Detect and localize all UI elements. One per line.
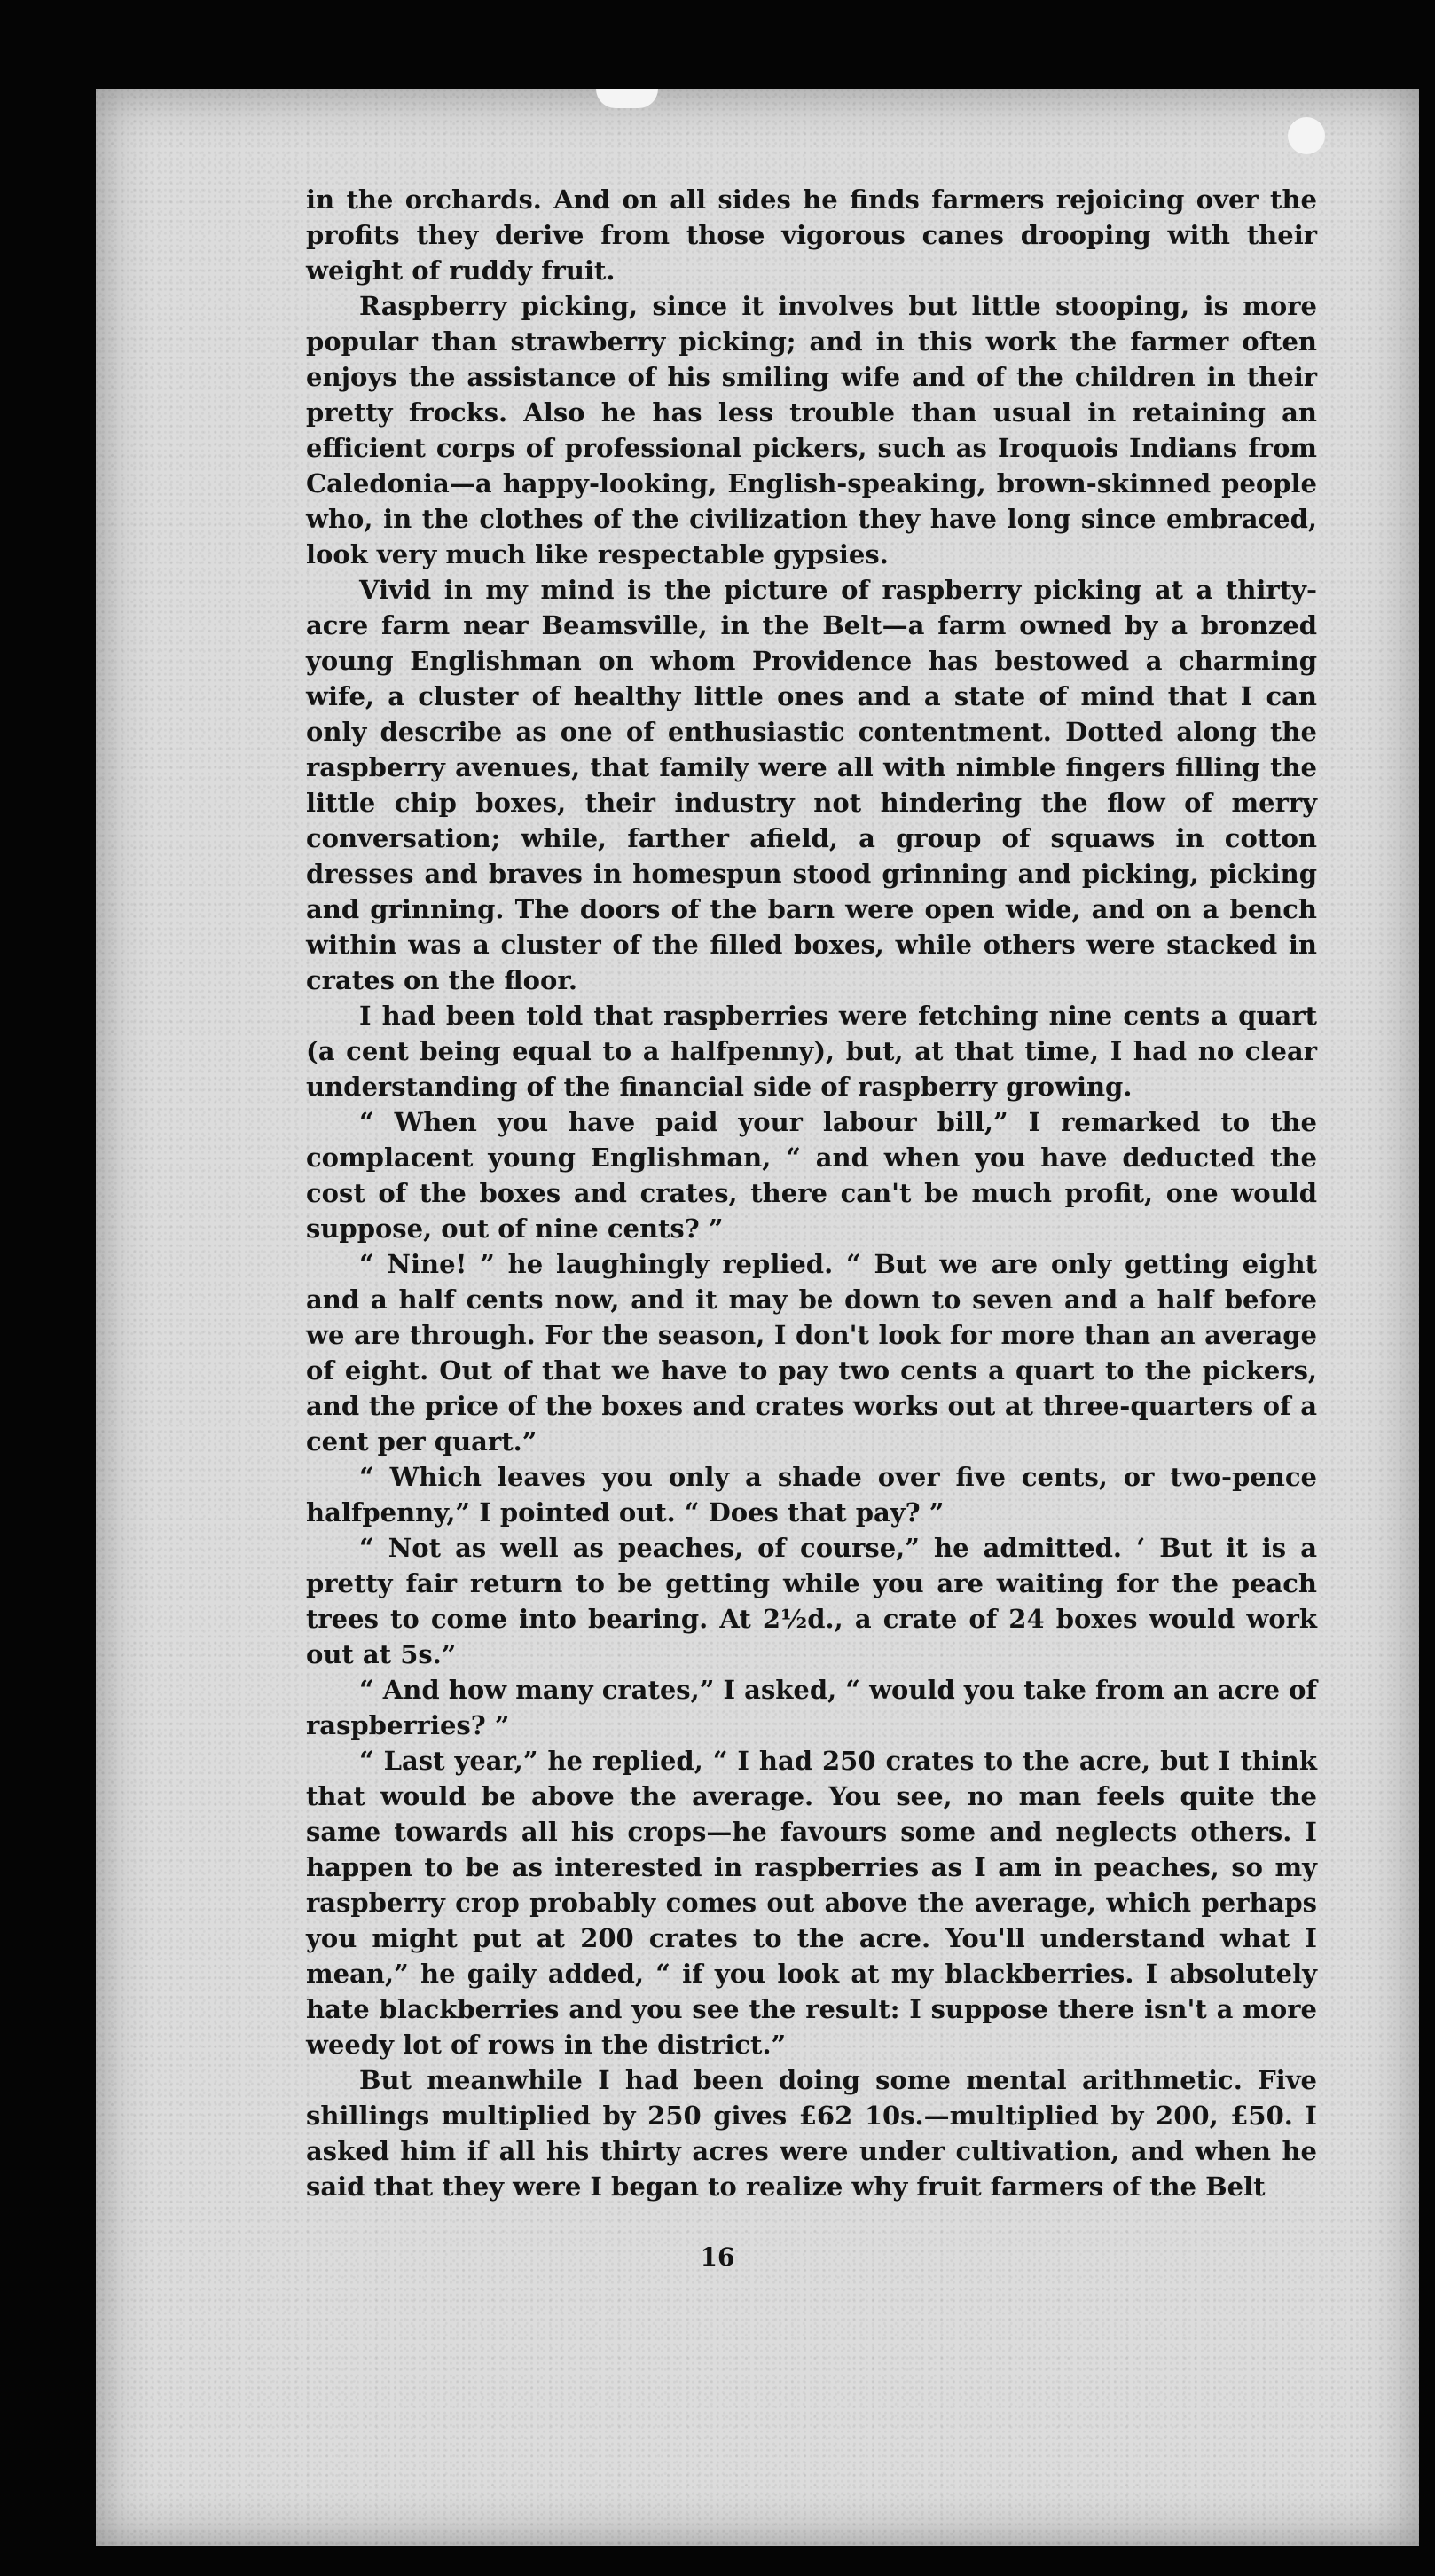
paragraph: in the orchards. And on all sides he finds farmers rejoicing over the profits they derive from those vigorous canes drooping with their weight of ruddy fruit. [306, 185, 1317, 286]
paper-notch [596, 89, 658, 108]
paragraph: “ Which leaves you only a shade over five cents, or two-pence halfpenny,” I pointed out. “ Does that pay? ” [306, 1462, 1317, 1528]
page-number: 16 [700, 2242, 735, 2272]
paragraph: “ And how many crates,” I asked, “ would you take from an acre of raspberries? ” [306, 1675, 1317, 1740]
paper-hole [1288, 117, 1325, 154]
paragraph: I had been told that raspberries were fetching nine cents a quart (a cent being equal to a halfpenny), but, at that time, I had no clear understanding of the financial side of raspberry growing. [306, 1001, 1317, 1102]
paragraph: “ Nine! ” he laughingly replied. “ But we are only getting eight and a half cents now, and it may be down to seven and a half before we are through. For the season, I don't look for more than an average of eight. Out of that we have to pay two cents a quart to the pickers, and the price of the boxes and crates works out at three-quarters of a cent per quart.” [306, 1249, 1317, 1457]
paragraph: “ Not as well as peaches, of course,” he admitted. ‘ But it is a pretty fair return to be getting while you are waiting for the peach trees to come into bearing. At 2½d., a crate of 24 boxes would work out at 5s.” [306, 1533, 1317, 1669]
paragraph: Vivid in my mind is the picture of raspberry picking at a thirty-acre farm near Beamsville, in the Belt—a farm owned by a bronzed young Englishman on whom Providence has bestowed a charming wife, a cluster of healthy little ones and a state of mind that I can only describe as one of enthusiastic contentment. Dotted along the raspberry avenues, that family were all with nimble fingers filling the little chip boxes, their industry not hindering the flow of merry conversation; while, farther afield, a group of squaws in cotton dresses and braves in homespun stood grinning and picking, picking and grinning. The doors of the barn were open wide, and on a bench within was a cluster of the filled boxes, while others were stacked in crates on the floor. [306, 575, 1317, 995]
paragraph: Raspberry picking, since it involves but little stooping, is more popular than strawberry picking; and in this work the farmer often enjoys the assistance of his smiling wife and of the children in their pretty frocks. Also he has less trouble than usual in retaining an efficient corps of professional pickers, such as Iroquois Indians from Caledonia—a happy-looking, English-speaking, brown-skinned people who, in the clothes of the civilization they have long since embraced, look very much like respectable gypsies. [306, 291, 1317, 569]
body-text [306, 182, 1317, 2204]
paragraph: But meanwhile I had been doing some mental arithmetic. Five shillings multiplied by 250 gives £62 10s.—multiplied by 200, £50. I asked him if all his thirty acres were under cultivation, and when he said that they were I began to realize why fruit farmers of the Belt [306, 2065, 1317, 2202]
paragraph: “ When you have paid your labour bill,” I remarked to the complacent young Englishman, “ and when you have deducted the cost of the boxes and crates, there can't be much profit, one would suppose, out of nine cents? ” [306, 1107, 1317, 1244]
paragraph: “ Last year,” he replied, “ I had 250 crates to the acre, but I think that would be above the average. You see, no man feels quite the same towards all his crops—he favours some and neglects others. I happen to be as interested in raspberries as I am in peaches, so my raspberry crop probably comes out above the average, which perhaps you might put at 200 crates to the acre. You'll understand what I mean,” he gaily added, “ if you look at my blackberries. I absolutely hate blackberries and you see the result: I suppose there isn't a more weedy lot of rows in the district.” [306, 1746, 1317, 2060]
